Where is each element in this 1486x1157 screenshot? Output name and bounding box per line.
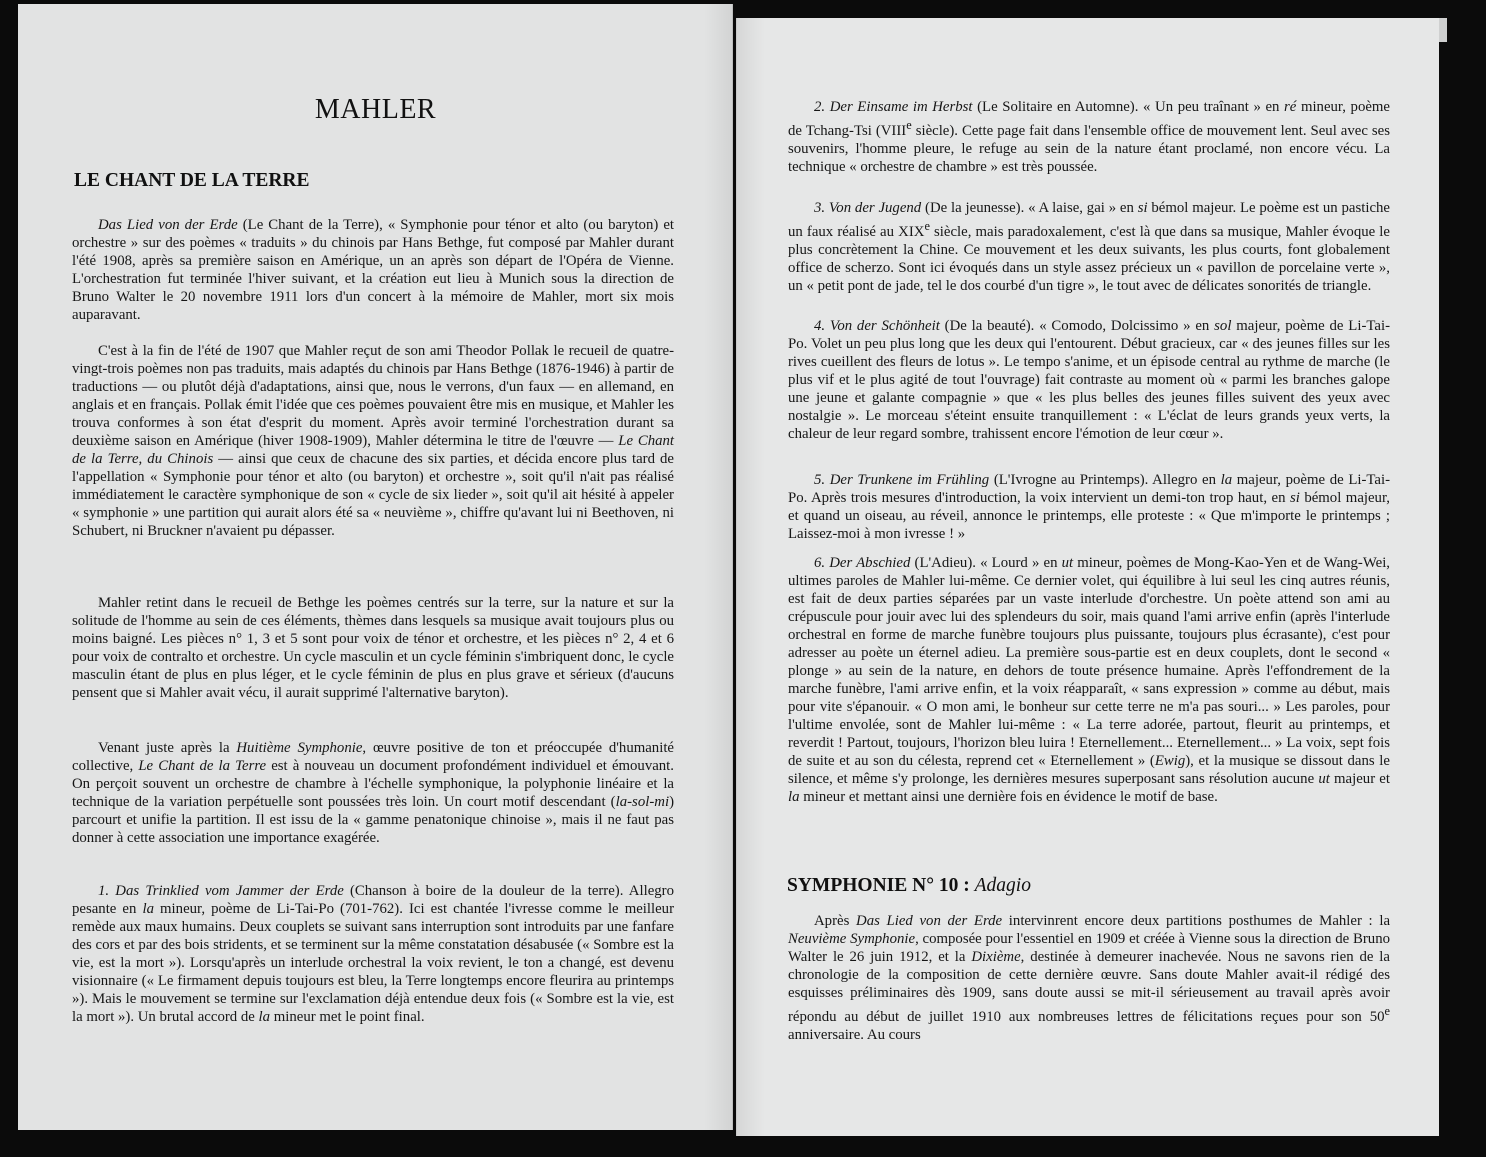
left-page [18, 4, 733, 1130]
paragraph-movement-2: 2. Der Einsame im Herbst (Le Solitaire en Automne). « Un peu traînant » en ré mineur, poème de Tchang-Tsi (VIIIe siècle). Cette page fait dans l'ensemble office de mouvement lent. Seul avec ses souvenirs, l'homme pleure, le refuge au sein de la nature étant proclamé, non encore vécu. La technique « orchestre de chambre » est très poussée. [788, 99, 1390, 175]
section-heading-symphonie-10 [787, 875, 1031, 897]
paragraph-symphonie-10: Après Das Lied von der Erde intervinrent encore deux partitions posthumes de Mahler : la Neuvième Symphonie, composée pour l'essentiel en 1909 et créée à Vienne sous la direction de Bruno Walter le 26 juin 1912, et la Dixième, destinée à demeurer inachevée. Nous ne savons rien de la chronologie de la composition de cette dernière œuvre. Sans doute Mahler avait-il rédigé des esquisses préliminaires dès 1909, sans doute aussi se mit-il sérieusement au travail après avoir répondu au début de juillet 1910 aux nombreuses lettres de félicitations reçues pour son 50e anniversaire. Au cours [788, 913, 1391, 1043]
paragraph-movement-3: 3. Von der Jugend (De la jeunesse). « A laise, gai » en si bémol majeur. Le poème est un pastiche un faux réalisé au XIXe siècle, mais paradoxalement, c'est là que dans sa musique, Mahler évoque le plus concrètement la Chine. Ce mouvement et les deux suivants, les plus courts, font globalement office de scherzo. Sont ici évoqués dans un style assez précieux un « pavillon de porcelaine verte », un « petit pont de jade, tel le dos courbé d'un tigre », le tout avec de délicates sonorités de triangle. [788, 200, 1391, 294]
paragraph-origin: C'est à la fin de l'été de 1907 que Mahler reçut de son ami Theodor Pollak le recueil de quatre-vingt-trois poèmes non pas traduits, mais adaptés du chinois par Hans Bethge (1876-1946) à partir de traductions — ou plutôt déjà d'adaptations, ainsi que, nous le verrons, d'un faux — en allemand, en anglais et en français. Pollak émit l'idée que ces poèmes pouvaient être mis en musique, et Mahler les trouva conformes à son état d'esprit du moment. Après avoir terminé l'orchestration durant sa deuxième saison en Amérique (hiver 1908-1909), Mahler détermina le titre de l'œuvre — Le Chant de la Terre, du Chinois — ainsi que ceux de chacune des six parties, et décida encore plus tard de l'appellation « Symphonie pour ténor et alto (ou baryton) et orchestre », soit qu'il n'ait pas réalisé immédiatement le caractère symphonique de son « cycle de six lieder », soit qu'il ait hésité à appeler « symphonie » une partition qui aurait alors été sa « neuvième », chiffre qu'avant lui ni Beethoven, ni Schubert, ni Bruckner n'avaient pu dépasser. [72, 343, 675, 539]
section-heading-label: SYMPHONIE N° 10 : [787, 875, 970, 896]
paragraph-cycles: Mahler retint dans le recueil de Bethge les poèmes centrés sur la terre, sur la nature et sur la solitude de l'homme au sein de ces éléments, thèmes dans lesquels sa musique avait toujours plus ou moins baigné. Les pièces n° 1, 3 et 5 sont pour voix de ténor et orchestre, et les pièces n° 2, 4 et 6 pour voix de contralto et orchestre. Un cycle masculin et un cycle féminin s'imbriquent donc, le cycle masculin étant de plus en plus léger, et le cycle féminin de plus en plus grave et sérieux (d'aucuns pensent que si Mahler avait vécu, il aurait supprimé l'alternative baryton). [72, 595, 674, 701]
section-heading-subtitle: Adagio [974, 875, 1031, 896]
paragraph-context: Venant juste après la Huitième Symphonie, œuvre positive de ton et préoccupée d'humanité collective, Le Chant de la Terre est à nouveau un document profondément individuel et émouvant. On perçoit souvent un orchestre de chambre à l'échelle symphonique, la polyphonie linéaire et la technique de la variation perpétuelle sont poussées très loin. Un court motif descendant (la-sol-mi) parcourt et unifie la partition. Il est issu de la « gamme penatonique chinoise », mais il ne faut pas donner à cette association une importance exagérée. [72, 740, 674, 846]
paragraph-movement-6: 6. Der Abschied (L'Adieu). « Lourd » en ut mineur, poèmes de Mong-Kao-Yen et de Wang-Wei, ultimes paroles de Mahler lui-même. Ce dernier volet, qui équilibre à lui seul les cinq autres réunis, est fait de deux parties séparées par un vaste interlude d'orchestre. Un poète attend son ami au crépuscule pour jouir avec lui des splendeurs du soir, mais quand l'ami arrive enfin (après l'interlude orchestral en forme de marche funèbre toujours plus puissante, toujours plus écrasante), c'est pour adresser au poète un éternel adieu. La première sous-partie est en deux couplets, dont le second « plonge » au sein de la nature, en dehors de toute présence humaine. Après l'effondrement de la marche funèbre, l'ami arrive enfin, et la voix réapparaît, « sans expression » comme au début, mais pour vite s'épanouir. « O mon ami, le bonheur sur cette terre ne m'a pas souri... » Les paroles, pour l'ultime envolée, sont de Mahler lui-même : « La terre adorée, partout, fleurit au printemps, et reverdit ! Partout, toujours, l'horizon bleu luira ! Eternellement... Eternellement... » La voix, sept fois de suite et au son du célesta, reprend cet « Eternellement » (Ewig), et la musique se dissout dans le silence, et même s'y prolonge, les dernières mesures superposant sans résolution aucune ut majeur et la mineur et mettant ainsi une dernière fois en évidence le motif de base. [788, 555, 1391, 805]
paragraph-movement-5: 5. Der Trunkene im Frühling (L'Ivrogne au Printemps). Allegro en la majeur, poème de Li-Tai-Po. Après trois mesures d'introduction, la voix intervient un demi-ton trop haut, en si bémol majeur, et quand un oiseau, au réveil, annonce le printemps, elle proteste : « Que m'importe le printemps ; Laissez-moi à mon ivresse ! » [788, 472, 1391, 542]
paragraph-intro: Das Lied von der Erde (Le Chant de la Terre), « Symphonie pour ténor et alto (ou baryton) et orchestre » sur des poèmes « traduits » du chinois par Hans Bethge, fut composé par Mahler durant l'été 1908, après sa première saison en Amérique, un an après son départ de l'Opéra de Vienne. L'orchestration fut terminée l'hiver suivant, et la création eut lieu à Munich sous la direction de Bruno Walter le 20 novembre 1911 lors d'un concert à la mémoire de Mahler, mort six mois auparavant. [72, 217, 675, 323]
page-title: MAHLER [314, 94, 437, 125]
page-edge-tab [1439, 18, 1447, 42]
spine-shadow [737, 18, 765, 1136]
right-page [736, 18, 1439, 1136]
paragraph-movement-4: 4. Von der Schönheit (De la beauté). « Comodo, Dolcissimo » en sol majeur, poème de Li-Tai-Po. Volet un peu plus long que les deux qui l'entourent. Début gracieux, car « des jeunes filles sur les rives cueillent des fleurs de lotus ». Le tempo s'anime, et un épisode central au rythme de marche (le plus vif et le plus agité de tout l'ouvrage) fait contraste au moment où « parmi les branches galope une jeune et galante compagnie » que « les plus belles des jeunes filles suivent des yeux avec nostalgie ». Le morceau s'éteint ensuite tranquillement : « L'éclat de leurs grands yeux verts, la chaleur de leur regard sombre, trahissent encore l'émotion de leur cœur ». [788, 318, 1390, 442]
section-heading-chant-de-la-terre: LE CHANT DE LA TERRE [74, 170, 310, 191]
paragraph-movement-1: 1. Das Trinklied vom Jammer der Erde (Chanson à boire de la douleur de la terre). Allegro pesante en la mineur, poème de Li-Tai-Po (701-762). Ici est chantée l'ivresse comme le meilleur remède aux maux humains. Deux couplets se suivant sans interruption sont introduits par une fanfare des cors et par des bois stridents, et se terminent sur la même constatation désabusée (« Sombre est la vie, est la mort »). Lorsqu'après un interlude orchestral la voix revient, le ton a changé, est devenu visionnaire (« Le firmament depuis toujours est bleu, la Terre longtemps encore fleurira au printemps »). Mais le mouvement se termine sur l'exclamation déjà entendue deux fois (« Sombre est la vie, est la mort »). Un brutal accord de la mineur met le point final. [72, 883, 675, 1025]
spine-shadow [704, 4, 732, 1130]
